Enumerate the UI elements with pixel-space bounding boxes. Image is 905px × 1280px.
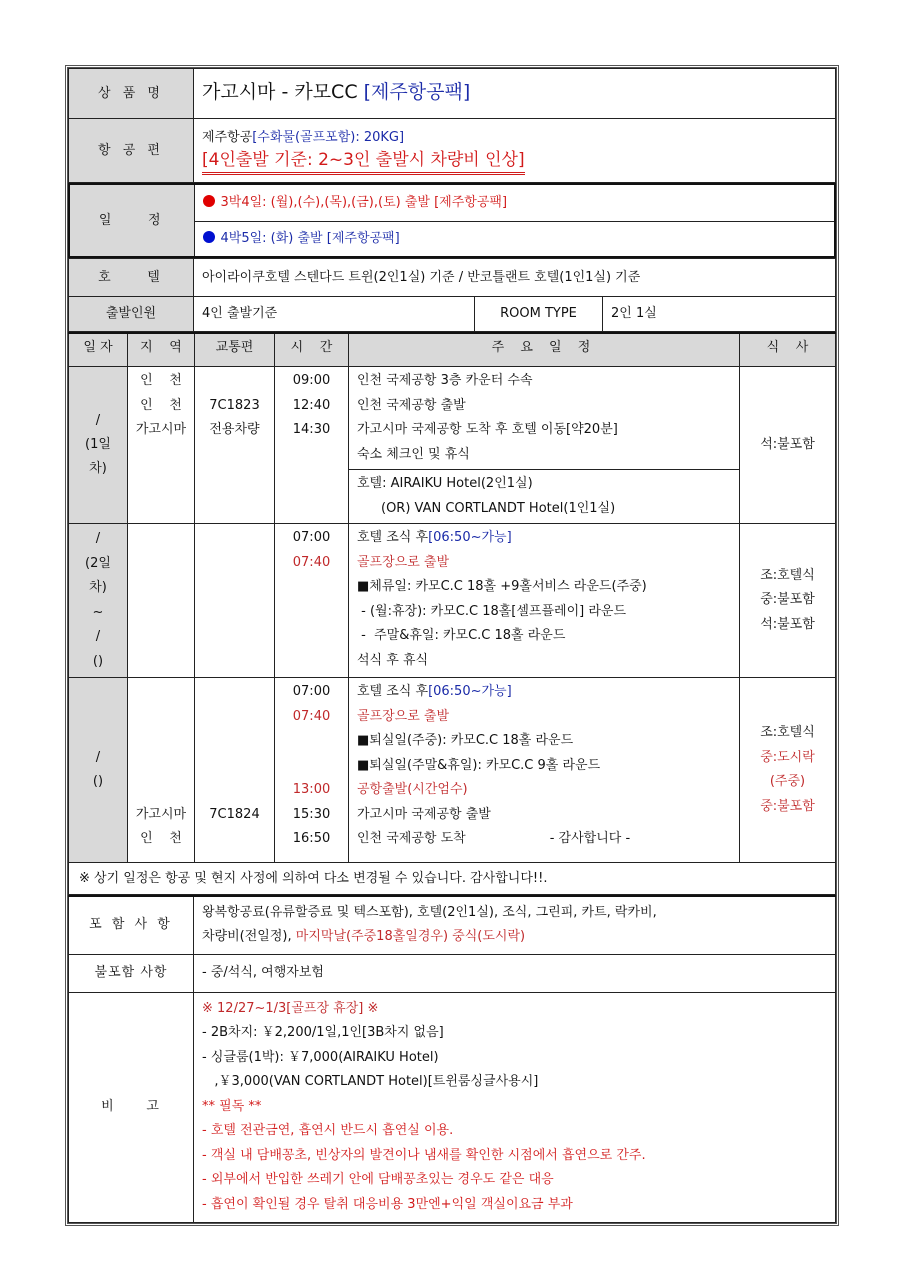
time: 07:00 bbox=[292, 684, 331, 699]
event: 인천 국제공항 3층 카운터 수속 bbox=[357, 373, 533, 388]
day2-transport bbox=[195, 524, 275, 678]
meal: 중:불포함 bbox=[760, 798, 815, 814]
event: 호텔 조식 후[06:50~가능] bbox=[357, 684, 512, 699]
event: 인천 국제공항 출발 bbox=[357, 397, 466, 413]
event: 가고시마 국제공항 출발 bbox=[357, 806, 491, 822]
time: 13:00 bbox=[292, 782, 331, 797]
event: 골프장으로 출발 bbox=[357, 554, 450, 570]
event: - 주말&휴일: 카모C.C 18홀 라운드 bbox=[357, 628, 566, 643]
region: 인 천 bbox=[140, 831, 182, 846]
remarks-label: 비 고 bbox=[69, 992, 194, 1222]
event: 석식 후 휴식 bbox=[357, 652, 429, 668]
schedule-notice-row bbox=[69, 863, 836, 895]
day2-meals bbox=[740, 524, 836, 678]
schedule-notice: ※ 상기 일정은 항공 및 현지 사정에 의하여 다소 변경될 수 있습니다. 감사합니다!!. bbox=[69, 863, 836, 895]
schedule-table bbox=[68, 332, 836, 895]
day1-hotel bbox=[349, 470, 740, 524]
day3-times bbox=[275, 678, 349, 863]
region: 인 천 bbox=[140, 373, 182, 388]
airline-baggage: [수화물(골프포함): 20KG] bbox=[252, 129, 405, 145]
event: ■체류일: 카모C.C 18홀 +9홀서비스 라운드(주중) bbox=[357, 579, 647, 594]
day2-date2: / bbox=[95, 629, 101, 644]
time: 16:50 bbox=[292, 831, 331, 846]
header-transport: 교통편 bbox=[195, 333, 275, 367]
meal: 석:불포함 bbox=[760, 437, 815, 452]
header-main-schedule: 주 요 일 정 bbox=[349, 333, 740, 367]
hotel-info: 아이라이쿠호텔 스텐다드 트윈(2인1실) 기준 / 반코틀랜트 호텔(1인1실) 기준 bbox=[194, 259, 836, 297]
red-dot-icon bbox=[203, 195, 215, 207]
itinerary-option-4n5d bbox=[194, 221, 835, 257]
product-name bbox=[194, 69, 836, 119]
meal: 조:호텔식 bbox=[760, 567, 815, 583]
day2-events bbox=[349, 524, 740, 678]
remark-line: - 싱글룸(1박): ￥7,000(AIRAIKU Hotel) bbox=[202, 1049, 439, 1065]
warning-line: - 객실 내 담배꽁초, 빈상자의 발견이나 냄새를 확인한 시점에서 흡연으로 간주. bbox=[202, 1147, 646, 1163]
warning-line: - 흡연이 확인될 경우 탈취 대응비용 3만엔+익일 객실이요금 부과 bbox=[202, 1196, 573, 1212]
header-meals: 식 사 bbox=[740, 333, 836, 367]
warning-line: - 호텔 전관금연, 흡연시 반드시 흡연실 이용. bbox=[202, 1123, 454, 1139]
room-type-value: 2인 1실 bbox=[603, 297, 836, 332]
region: 인 천 bbox=[140, 397, 182, 413]
room-type-label: ROOM TYPE bbox=[475, 297, 603, 332]
thanks-text: - 감사합니다 - bbox=[549, 831, 631, 846]
event: 숙소 체크인 및 휴식 bbox=[357, 446, 470, 462]
region: 가고시마 bbox=[135, 806, 187, 822]
airline-info bbox=[194, 119, 836, 183]
hotel-departure-table bbox=[68, 258, 836, 332]
event: ■퇴실일(주말&휴일): 카모C.C 9홀 라운드 bbox=[357, 757, 601, 773]
tour-itinerary-document bbox=[65, 65, 839, 1226]
region: 가고시마 bbox=[135, 422, 187, 437]
airline-label: 항 공 편 bbox=[69, 119, 194, 183]
day3-meals bbox=[740, 678, 836, 863]
summary-table bbox=[68, 68, 836, 183]
header-region: 지 역 bbox=[128, 333, 195, 367]
included-label: 포 함 사 항 bbox=[69, 896, 194, 954]
day1-regions bbox=[128, 367, 195, 524]
meal: 중:불포함 bbox=[760, 592, 815, 608]
time: 07:40 bbox=[292, 554, 331, 570]
day3-paren: () bbox=[92, 774, 104, 789]
event: 골프장으로 출발 bbox=[357, 708, 450, 724]
day2-tilde: ~ bbox=[92, 604, 104, 620]
itinerary-option-text: 3박4일: (월),(수),(목),(금),(토) 출발 [제주항공팩] bbox=[220, 194, 508, 210]
day2-regions bbox=[128, 524, 195, 678]
closure-notice: ※ 12/27~1/3[골프장 휴장] ※ bbox=[202, 1000, 379, 1016]
product-name-tag: [제주항공팩] bbox=[363, 81, 471, 103]
departure-label: 출발인원 bbox=[69, 297, 194, 332]
blue-dot-icon bbox=[203, 231, 215, 243]
day2-times bbox=[275, 524, 349, 678]
day1-transport bbox=[195, 367, 275, 524]
departure-value: 4인 출발기준 bbox=[194, 297, 475, 332]
remarks-content bbox=[194, 992, 836, 1222]
day2-date-cell bbox=[69, 524, 128, 678]
day3-date: / bbox=[95, 749, 101, 765]
event: 인천 국제공항 도착 - 감사합니다 - bbox=[357, 831, 631, 846]
flight-number: 7C1824 bbox=[209, 806, 260, 822]
itinerary-label: 일 정 bbox=[69, 184, 194, 257]
day3-regions bbox=[128, 678, 195, 863]
transport bbox=[203, 369, 266, 394]
event: 가고시마 국제공항 도착 후 호텔 이동[약20분] bbox=[357, 422, 618, 437]
remark-line: - 2B차지: ￥2,200/1일,1인[3B차지 없음] bbox=[202, 1025, 444, 1041]
day2-date: / bbox=[95, 531, 101, 546]
schedule-header-row bbox=[69, 333, 836, 367]
day2-paren: () bbox=[92, 653, 104, 669]
hotel-label: 호 텔 bbox=[69, 259, 194, 297]
day1-events bbox=[349, 367, 740, 470]
schedule-day-1 bbox=[69, 367, 836, 470]
time: 09:00 bbox=[292, 373, 331, 388]
event: 호텔 조식 후[06:50~가능] bbox=[357, 530, 512, 545]
header-date: 일 자 bbox=[69, 333, 128, 367]
flight-number: 7C1823 bbox=[209, 397, 260, 413]
day1-date: / bbox=[95, 413, 101, 428]
event: ■퇴실일(주중): 카모C.C 18홀 라운드 bbox=[357, 733, 574, 748]
meal: 중:도시락 bbox=[760, 749, 815, 765]
remark-line: ,￥3,000(VAN CORTLANDT Hotel)[트윈룸싱글사용시] bbox=[202, 1074, 539, 1090]
included-line: 차량비(전일정), 마지막날(주중18홀일경우) 중식(도시락) bbox=[202, 929, 526, 945]
schedule-day-3 bbox=[69, 678, 836, 863]
included-items bbox=[194, 896, 836, 954]
time: 07:00 bbox=[292, 530, 331, 545]
product-label: 상 품 명 bbox=[69, 69, 194, 119]
schedule-day-2 bbox=[69, 524, 836, 678]
meal: 조:호텔식 bbox=[760, 725, 815, 740]
must-read-heading: ** 필독 ** bbox=[202, 1098, 262, 1114]
day1-label: (1일차) bbox=[85, 437, 111, 476]
hotel-line: (OR) VAN CORTLANDT Hotel(1인1실) bbox=[381, 500, 616, 516]
day3-date-cell bbox=[69, 678, 128, 863]
terms-table bbox=[68, 895, 836, 1223]
header-time: 시 간 bbox=[275, 333, 349, 367]
event: - (월:휴장): 카모C.C 18홀[셀프플레이] 라운드 bbox=[357, 603, 627, 619]
time: 14:30 bbox=[292, 422, 331, 437]
day2-label: (2일차) bbox=[85, 555, 111, 595]
day1-date-cell bbox=[69, 367, 128, 524]
event: 공항출발(시간엄수) bbox=[357, 782, 468, 797]
airline-carrier: 제주항공 bbox=[202, 129, 253, 145]
day1-meals bbox=[740, 367, 836, 524]
time: 12:40 bbox=[292, 397, 331, 413]
day3-transport bbox=[195, 678, 275, 863]
hotel-line: 호텔: AIRAIKU Hotel(2인1실) bbox=[357, 476, 533, 491]
itinerary-option-3n4d bbox=[194, 184, 835, 221]
meal: (주중) bbox=[769, 774, 806, 789]
included-line: 왕복항공료(유류할증료 및 텍스포함), 호텔(2인1실), 조식, 그린피, 카트, 락카비, bbox=[202, 904, 657, 920]
time: 07:40 bbox=[292, 708, 331, 724]
excluded-items: - 중/석식, 여행자보험 bbox=[194, 954, 836, 992]
day3-events bbox=[349, 678, 740, 863]
airline-notice: [4인출발 기준: 2~3인 출발시 차량비 인상] bbox=[202, 149, 525, 175]
day1-times bbox=[275, 367, 349, 524]
warning-line: - 외부에서 반입한 쓰레기 안에 담배꽁초있는 경우도 같은 대응 bbox=[202, 1172, 554, 1188]
excluded-label: 불포함 사항 bbox=[69, 954, 194, 992]
time: 15:30 bbox=[292, 806, 331, 822]
product-name-main: 가고시마 - 카모CC bbox=[202, 81, 364, 103]
itinerary-option-text: 4박5일: (화) 출발 [제주항공팩] bbox=[220, 230, 400, 246]
transport: 전용차량 bbox=[209, 422, 260, 437]
meal: 석:불포함 bbox=[760, 616, 815, 632]
itinerary-table bbox=[68, 183, 836, 258]
